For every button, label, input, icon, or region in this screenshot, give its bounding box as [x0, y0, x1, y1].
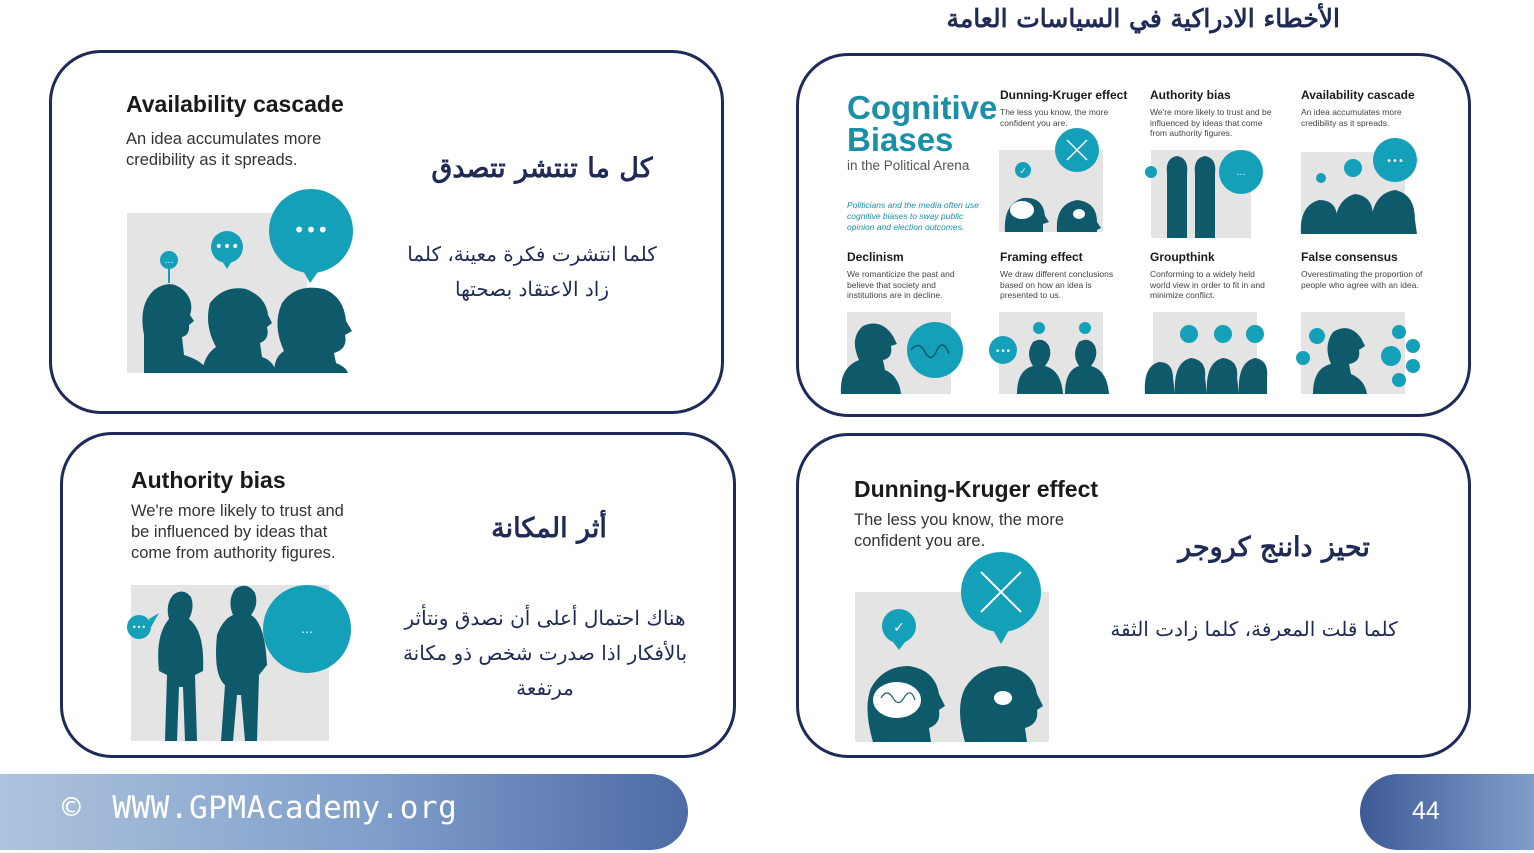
dunning-kruger-illustration [853, 548, 1073, 748]
svg-text:…: … [301, 622, 313, 636]
availability-cascade-card [49, 50, 724, 414]
dunning-arabic-body: كلما قلت المعرفة، كلما زادت الثقة [1110, 617, 1398, 641]
dunning-kruger-mini-illustration [997, 124, 1107, 234]
authority-image-title: Authority bias [131, 467, 286, 493]
infographic-title: Cognitive Biases [847, 89, 998, 158]
false-consensus-mini-illustration [1293, 310, 1427, 400]
svg-text:•••: ••• [131, 623, 147, 632]
website-link[interactable]: WWW.GPMAcademy.org [112, 790, 458, 826]
availability-arabic-body: كلما انتشرت فكرة معينة، كلما زاد الاعتقاد بصحتها [407, 242, 657, 301]
infographic-item-name: Declinism [847, 250, 904, 264]
availability-cascade-illustration [124, 185, 364, 385]
declinism-mini-illustration [839, 310, 969, 400]
svg-text:•••: ••• [214, 239, 240, 255]
infographic-item-name: Dunning-Kruger effect [1000, 88, 1128, 102]
groupthink-mini-illustration [1139, 310, 1269, 400]
authority-bias-illustration [125, 575, 365, 745]
infographic-item-desc: We're more likely to trust and be influenced by ideas that come from authority figures. [1150, 107, 1272, 138]
page-title: الأخطاء الادراكية في السياسات العامة [946, 4, 1340, 33]
dunning-image-subtitle: The less you know, the more confident you are. [854, 511, 1065, 550]
svg-text:•••: ••• [995, 347, 1011, 357]
copyright-icon: © [62, 790, 82, 826]
framing-effect-mini-illustration [985, 310, 1115, 400]
availability-cascade-mini-illustration [1299, 136, 1423, 236]
availability-image-title: Availability cascade [126, 91, 344, 117]
svg-text:✓: ✓ [1019, 167, 1027, 177]
infographic-item-desc: Conforming to a widely held world view in order to fit in and minimize conflict. [1150, 269, 1265, 300]
page-number-badge [1360, 774, 1534, 850]
dunning-kruger-card [796, 433, 1471, 758]
availability-arabic-title: كل ما تنتشر تتصدق [431, 153, 653, 184]
dunning-arabic-title: تحيز داننج كروجر [1178, 532, 1370, 563]
infographic-item-desc: We draw different conclusions based on how an idea is presented to us. [1000, 269, 1114, 300]
svg-text:•••: ••• [1386, 156, 1404, 167]
authority-bias-card [60, 432, 736, 758]
svg-text:…: … [164, 256, 174, 266]
availability-image-subtitle: An idea accumulates more credibility as it spreads. [126, 130, 322, 169]
infographic-item-name: Framing effect [1000, 250, 1083, 264]
svg-text:•••: ••• [293, 218, 329, 242]
infographic-item-name: Groupthink [1150, 250, 1215, 264]
infographic-item-desc: We romanticize the past and believe that society and institutions are in decline. [847, 269, 955, 300]
svg-text:✓: ✓ [893, 620, 905, 636]
infographic-subtitle: in the Political Arena [847, 158, 970, 173]
authority-bias-mini-illustration [1145, 144, 1269, 240]
infographic-item-desc: The less you know, the more confident you are. [1000, 107, 1109, 128]
page-number: 44 [1412, 797, 1440, 825]
infographic-item-name: Authority bias [1150, 88, 1231, 102]
infographic-note: Politicians and the media often use cognitive biases to sway public opinion and election outcomes. [847, 200, 979, 232]
svg-text:…: … [1236, 168, 1246, 178]
infographic-item-name: False consensus [1301, 250, 1398, 264]
infographic-item-desc: Overestimating the proportion of people who agree with an idea. [1301, 269, 1423, 290]
infographic-item-desc: An idea accumulates more credibility as it spreads. [1301, 107, 1402, 128]
authority-arabic-title: أثر المكانة [491, 513, 607, 544]
dunning-image-title: Dunning-Kruger effect [854, 476, 1099, 502]
authority-arabic-body: هناك احتمال أعلى أن نصدق ونتأثر بالأفكار اذا صدرت شخص ذو مكانة مرتفعة [402, 606, 688, 700]
cognitive-biases-infographic-card [796, 53, 1471, 417]
authority-image-subtitle: We're more likely to trust and be influenced by ideas that come from authority figures. [131, 502, 344, 562]
infographic-item-name: Availability cascade [1301, 88, 1415, 102]
footer-url[interactable] [62, 790, 457, 826]
